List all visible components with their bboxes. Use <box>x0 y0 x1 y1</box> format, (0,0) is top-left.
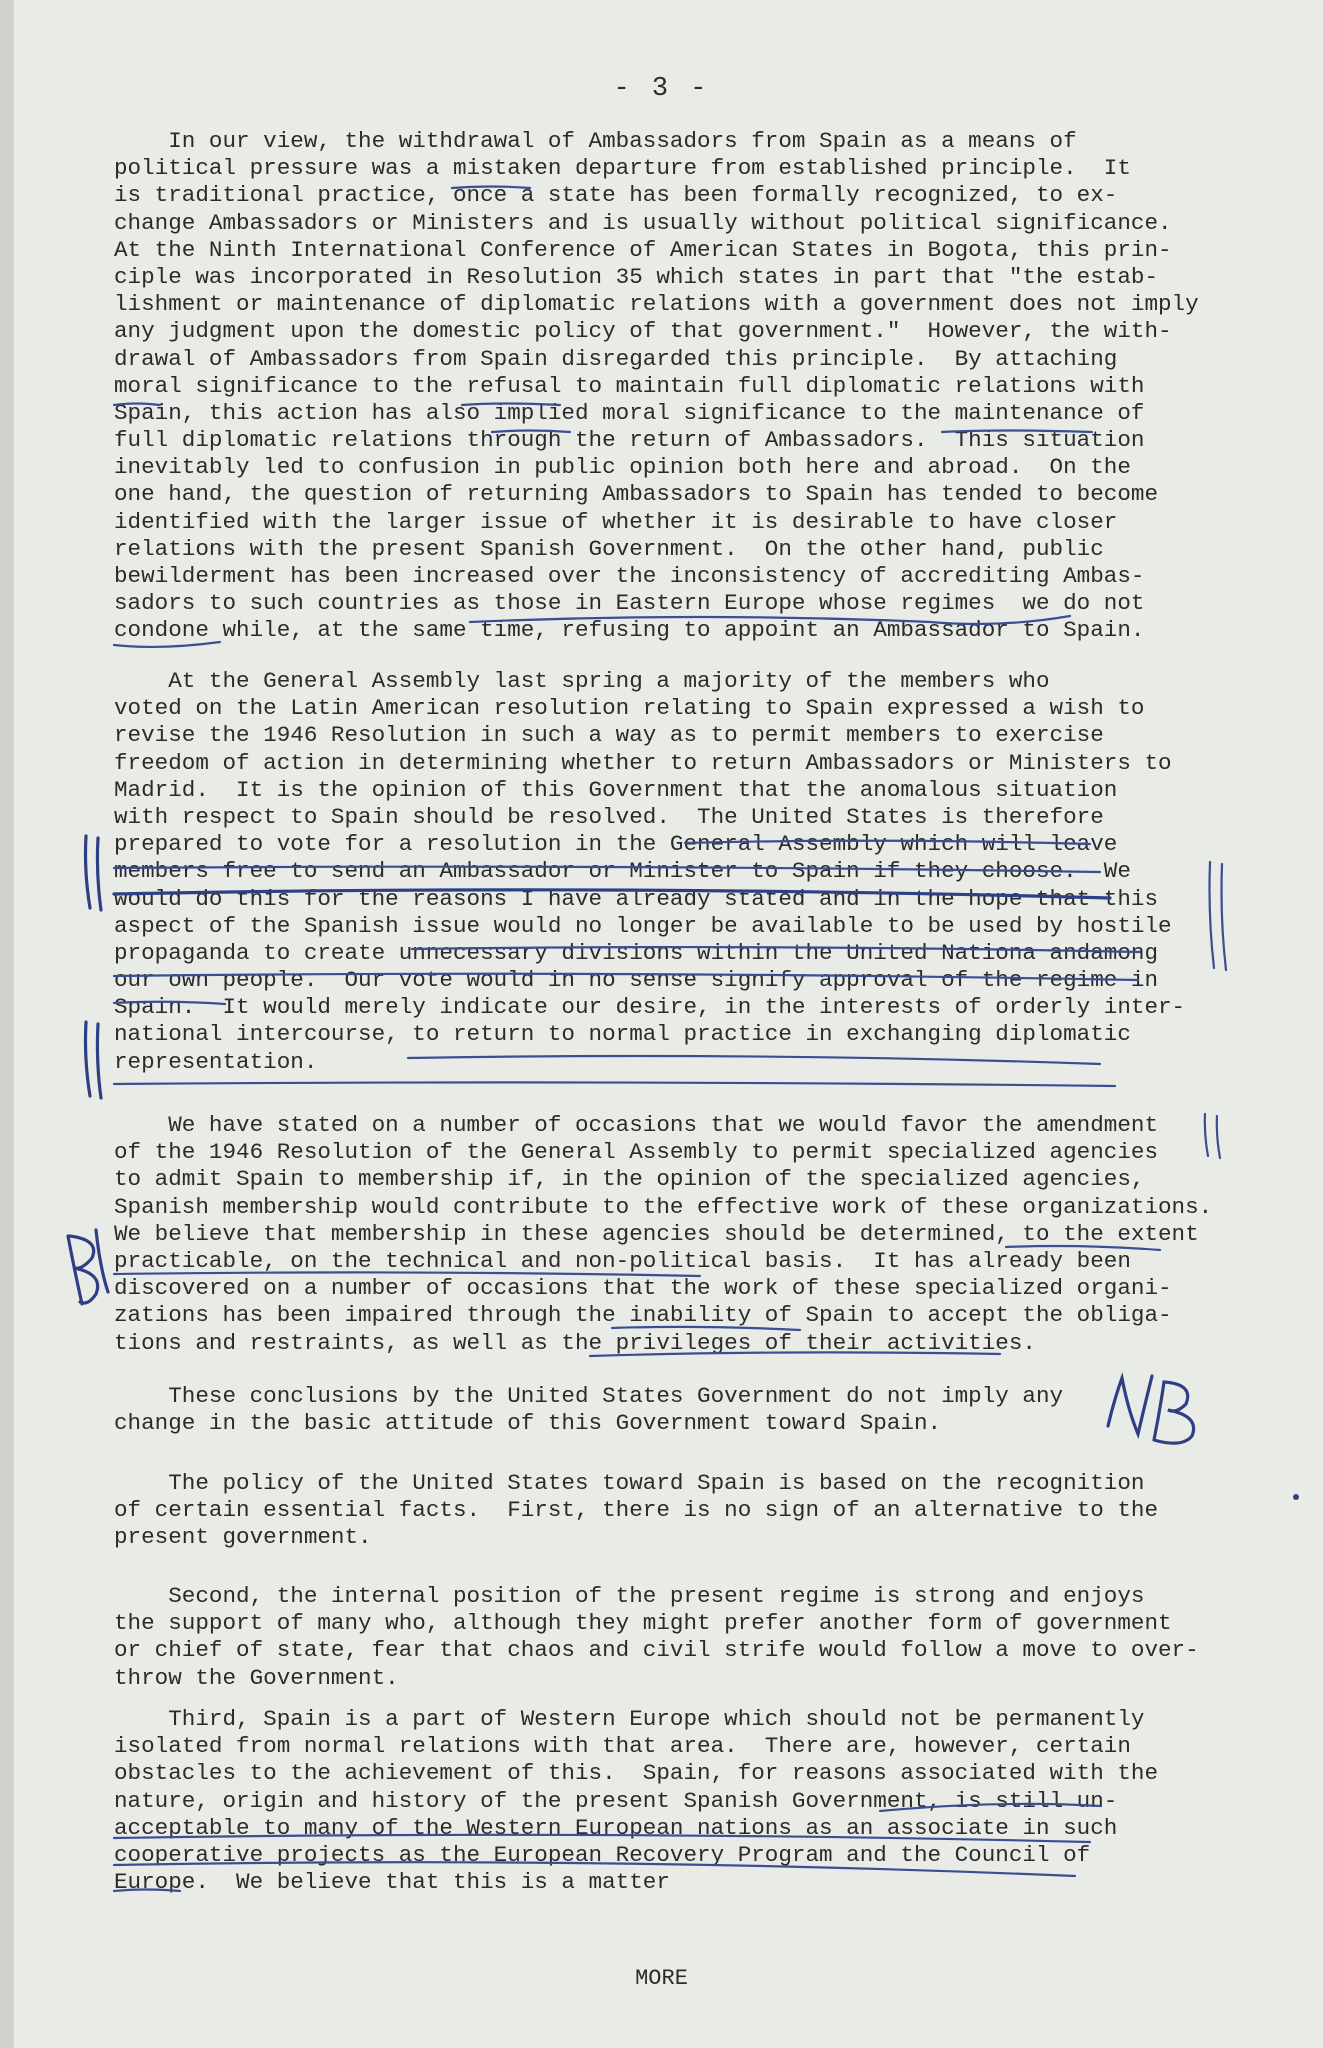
text-line: lishment or maintenance of diplomatic relations with a government does not imply <box>114 291 1199 318</box>
text-line: drawal of Ambassadors from Spain disregarded this principle. By attaching <box>114 345 1118 372</box>
paragraph-third-fact <box>114 1706 1194 1896</box>
text-line: would do this for the reasons I have already stated and in the hope that this <box>114 885 1159 912</box>
paragraph-specialized-agencies <box>114 1112 1213 1357</box>
text-line: Madrid. It is the opinion of this Government that the anomalous situation <box>114 776 1118 803</box>
text-line: The policy of the United States toward Spain is based on the recognition <box>114 1470 1145 1496</box>
text-line: discovered on a number of occasions that the work of these specialized organi- <box>114 1275 1172 1302</box>
text-line: to admit Spain to membership if, in the opinion of the specialized agencies, <box>114 1166 1145 1193</box>
text-line: Europe. We believe that this is a matter <box>114 1869 670 1896</box>
text-line: bewilderment has been increased over the inconsistency of accrediting Ambas- <box>114 563 1145 589</box>
text-line: throw the Government. <box>114 1664 399 1691</box>
text-line: practicable, on the technical and non-political basis. It has already been <box>114 1247 1131 1274</box>
ink-dot <box>1293 1494 1299 1500</box>
text-line: our own people. Our vote would in no sense signify approval of the regime in <box>114 967 1159 994</box>
text-line: These conclusions by the United States Government do not imply any <box>114 1383 1064 1409</box>
text-line: Spain, this action has also implied moral significance to the maintenance of <box>114 399 1145 426</box>
text-line: In our view, the withdrawal of Ambassadors from Spain as a means of <box>114 128 1077 154</box>
text-line: change Ambassadors or Ministers and is usually without political significance. <box>114 209 1172 236</box>
page-edge-shadow <box>0 0 14 2048</box>
text-line: zations has been impaired through the inability of Spain to accept the obliga- <box>114 1302 1172 1329</box>
text-line: Spain. It would merely indicate our desire, in the interests of orderly inter- <box>114 994 1186 1021</box>
text-line: nature, origin and history of the present Spanish Government, is still un- <box>114 1787 1118 1814</box>
paragraph-policy-facts <box>114 1470 1194 1552</box>
margin-bar-left-1a <box>86 836 91 908</box>
text-line: present government. <box>114 1524 372 1551</box>
text-line: tions and restraints, as well as the privileges of their activities. <box>114 1329 1036 1356</box>
text-line: Second, the internal position of the present regime is strong and enjoys <box>114 1583 1145 1609</box>
margin-bar-left-2a <box>86 1022 91 1096</box>
text-line: representation. <box>114 1048 318 1075</box>
paragraph-general-assembly-vote <box>114 668 1194 1076</box>
text-line: identified with the larger issue of whether it is desirable to have closer <box>114 508 1118 535</box>
footer-more: MORE <box>635 1966 688 1991</box>
text-line: with respect to Spain should be resolved. The United States is therefore <box>114 803 1104 830</box>
text-line: any judgment upon the domestic policy of that government." However, the with- <box>114 318 1172 345</box>
margin-bar-left-1b <box>97 838 101 910</box>
text-line: of the 1946 Resolution of the General Assembly to permit specialized agencies <box>114 1139 1159 1166</box>
text-line: At the General Assembly last spring a majority of the members who <box>114 668 1050 694</box>
text-line: Third, Spain is a part of Western Europe which should not be permanently <box>114 1706 1145 1732</box>
text-line: national intercourse, to return to normal practice in exchanging diplomatic <box>114 1021 1131 1048</box>
text-line: the support of many who, although they might prefer another form of government <box>114 1610 1172 1637</box>
margin-bar-right-2b <box>1217 1116 1220 1158</box>
text-line: At the Ninth International Conference of American States in Bogota, this prin- <box>114 236 1172 263</box>
page-number: - 3 - <box>613 74 710 104</box>
text-line: aspect of the Spanish issue would no longer be available to be used by hostile <box>114 912 1172 939</box>
text-line: voted on the Latin American resolution relating to Spain expressed a wish to <box>114 695 1145 722</box>
text-line: Spanish membership would contribute to the effective work of these organizations. <box>114 1193 1213 1220</box>
text-line: prepared to vote for a resolution in the General Assembly which will leave <box>114 831 1118 858</box>
text-line: isolated from normal relations with that area. There are, however, certain <box>114 1733 1131 1760</box>
text-line: members free to send an Ambassador or Minister to Spain if they choose. We <box>114 858 1131 885</box>
margin-initial-left <box>68 1230 108 1304</box>
text-line: sadors to such countries as those in Eastern Europe whose regimes we do not <box>114 590 1145 617</box>
text-line: inevitably led to confusion in public opinion both here and abroad. On the <box>114 454 1131 481</box>
text-line: of certain essential facts. First, there is no sign of an alternative to the <box>114 1497 1159 1524</box>
text-line: full diplomatic relations through the return of Ambassadors. This situation <box>114 427 1145 454</box>
text-line: propaganda to create unnecessary divisions within the United Nationa andamong <box>114 939 1159 966</box>
text-line: moral significance to the refusal to maintain full diplomatic relations with <box>114 372 1145 399</box>
margin-bar-right-2a <box>1205 1114 1208 1156</box>
text-line: condone while, at the same time, refusing to appoint an Ambassador to Spain. <box>114 617 1145 644</box>
margin-bar-right-1a <box>1210 862 1215 968</box>
text-line: political pressure was a mistaken departure from established principle. It <box>114 155 1131 182</box>
text-line: revise the 1946 Resolution in such a way as to permit members to exercise <box>114 722 1104 749</box>
margin-bar-left-2b <box>97 1024 101 1098</box>
text-line: acceptable to many of the Western European nations as an associate in such <box>114 1814 1118 1841</box>
text-line: or chief of state, fear that chaos and civil strife would follow a move to over- <box>114 1637 1199 1664</box>
text-line: We believe that membership in these agencies should be determined, to the extent <box>114 1220 1199 1247</box>
text-line: cooperative projects as the European Recovery Program and the Council of <box>114 1841 1091 1868</box>
paragraph-withdrawal-of-ambassadors <box>114 128 1199 645</box>
underline-representation <box>114 1082 1115 1086</box>
text-line: obstacles to the achievement of this. Spain, for reasons associated with the <box>114 1760 1159 1787</box>
text-line: relations with the present Spanish Government. On the other hand, public <box>114 535 1104 562</box>
text-line: We have stated on a number of occasions that we would favor the amendment <box>114 1112 1159 1138</box>
text-line: freedom of action in determining whether to return Ambassadors or Ministers to <box>114 749 1172 776</box>
margin-bar-right-1b <box>1222 864 1227 970</box>
text-line: ciple was incorporated in Resolution 35 which states in part that "the estab- <box>114 263 1159 290</box>
text-line: one hand, the question of returning Ambassadors to Spain has tended to become <box>114 481 1159 508</box>
text-line: is traditional practice, once a state has been formally recognized, to ex- <box>114 182 1118 209</box>
paragraph-conclusions <box>114 1383 1194 1437</box>
paragraph-second-fact <box>114 1583 1199 1692</box>
text-line: change in the basic attitude of this Government toward Spain. <box>114 1410 942 1437</box>
